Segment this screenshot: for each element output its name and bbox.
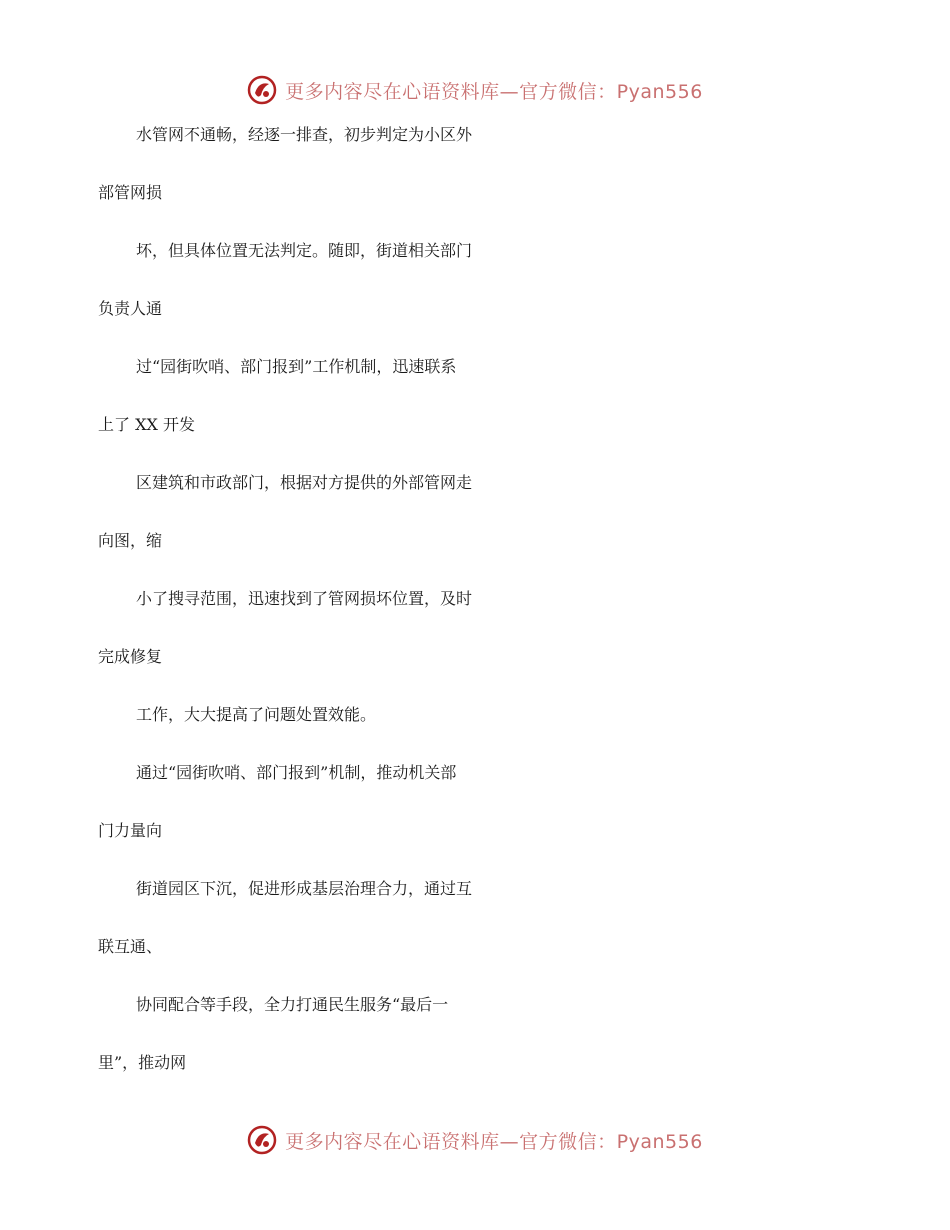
text-line: 完成修复 — [98, 647, 163, 666]
text-line: 里”，推动网 — [98, 1053, 187, 1072]
text-line: 坏，但具体位置无法判定。随即，街道相关部门 — [136, 241, 473, 260]
text-line: 负责人通 — [98, 299, 163, 318]
banner-text: 更多内容尽在心语资料库—官方微信：Pyan556 — [285, 1130, 703, 1153]
text-line: 区建筑和市政部门，根据对方提供的外部管网走 — [136, 473, 473, 492]
text-line: 向图，缩 — [98, 531, 163, 550]
text-line: 街道园区下沉，促进形成基层治理合力，通过互 — [136, 879, 473, 898]
text-line: 过“园街吹哨、部门报到”工作机制，迅速联系 — [136, 357, 457, 376]
banner-text: 更多内容尽在心语资料库—官方微信：Pyan556 — [285, 80, 703, 103]
footer-banner — [0, 1120, 950, 1160]
document-body — [98, 122, 858, 1108]
text-line: 水管网不通畅，经逐一排查，初步判定为小区外 — [136, 125, 473, 144]
header-banner — [0, 70, 950, 110]
text-line: 小了搜寻范围，迅速找到了管网损坏位置，及时 — [136, 589, 473, 608]
text-line: 门力量向 — [98, 821, 163, 840]
text-line: 通过“园街吹哨、部门报到”机制，推动机关部 — [136, 763, 457, 782]
text-line: 上了 XX 开发 — [98, 415, 195, 434]
red-swirl-logo-icon — [247, 75, 277, 105]
text-line: 部管网损 — [98, 183, 163, 202]
text-line: 协同配合等手段，全力打通民生服务“最后一 — [136, 995, 449, 1014]
red-swirl-logo-icon — [247, 1125, 277, 1155]
text-line: 工作，大大提高了问题处置效能。 — [136, 705, 377, 724]
text-line: 联互通、 — [98, 937, 163, 956]
